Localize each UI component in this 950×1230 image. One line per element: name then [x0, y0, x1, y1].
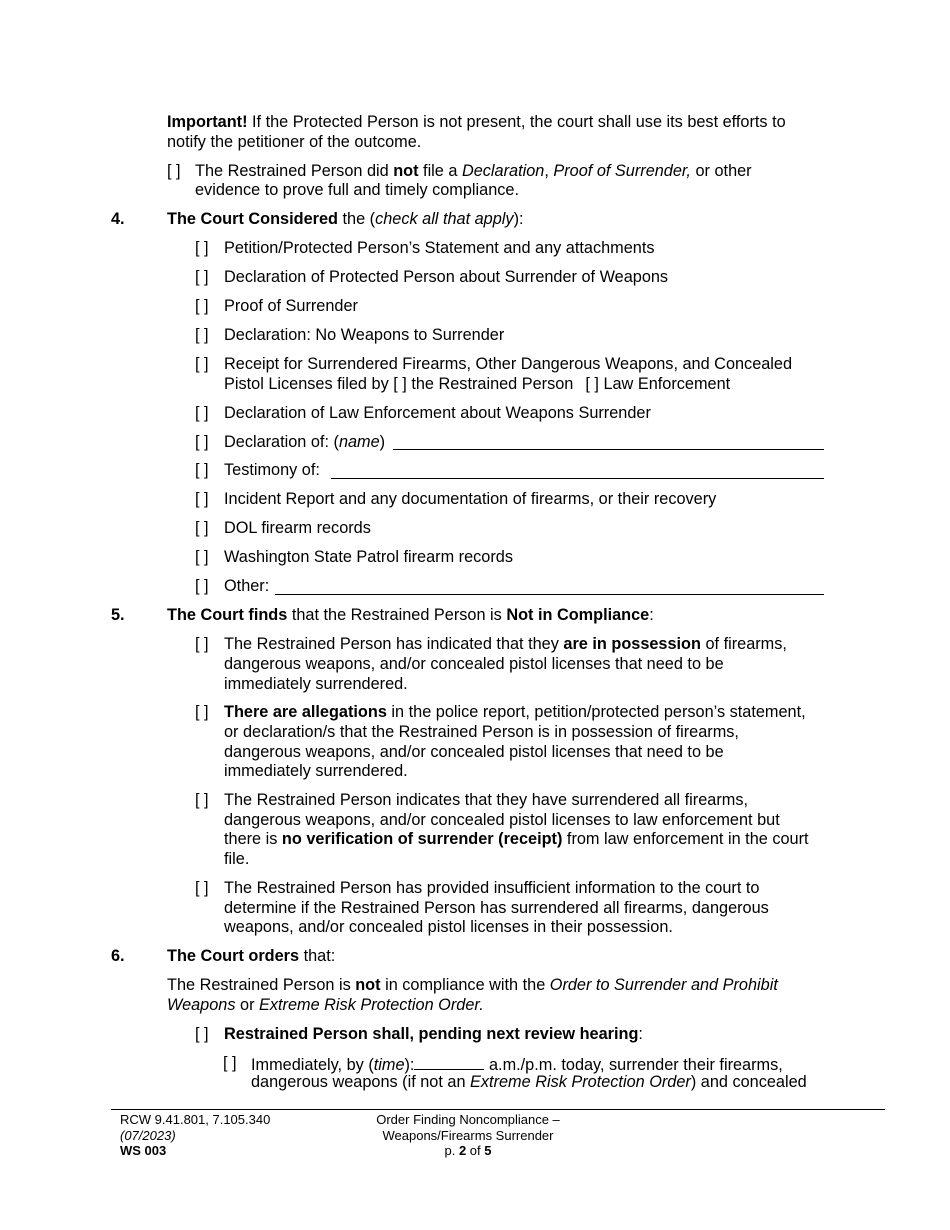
- declaration-of-name-field[interactable]: [393, 449, 824, 450]
- item-wsp-records: Washington State Patrol firearm records: [224, 548, 513, 566]
- not-in-compliance-line-2: Weapons or Extreme Risk Protection Order.: [167, 996, 484, 1014]
- insufficient-info-line-1: The Restrained Person has provided insufficient information to the court to: [224, 879, 760, 897]
- item-other: Other:: [224, 577, 270, 595]
- footer-rule: [111, 1109, 885, 1110]
- footer-title-1: Order Finding Noncompliance –: [376, 1112, 560, 1127]
- allegations-line-2: or declaration/s that the Restrained Person is in possession of firearms,: [224, 723, 739, 741]
- checkbox-filed-by-restrained[interactable]: [ ]: [393, 375, 407, 393]
- testimony-of-field[interactable]: [331, 478, 824, 479]
- footer-page-number: p. 2 of 5: [444, 1143, 492, 1158]
- checkbox-dol-records[interactable]: [ ]: [195, 519, 209, 537]
- checkbox-declaration-law-enforcement[interactable]: [ ]: [195, 404, 209, 422]
- no-verification-line-3: there is no verification of surrender (receipt) from law enforcement in the court: [224, 830, 809, 848]
- footer-rcw: RCW 9.41.801, 7.105.340: [120, 1112, 271, 1127]
- no-verification-line-4: file.: [224, 850, 250, 868]
- checkbox-allegations[interactable]: [ ]: [195, 703, 209, 721]
- item-proof-of-surrender: Proof of Surrender: [224, 297, 358, 315]
- footer-form-number: WS 003: [120, 1143, 167, 1158]
- in-possession-line-3: immediately surrendered.: [224, 675, 408, 693]
- item-declaration-of: Declaration of: (name): [224, 433, 386, 451]
- checkbox-receipt[interactable]: [ ]: [195, 355, 209, 373]
- section-5-heading: The Court finds that the Restrained Person is Not in Compliance:: [167, 606, 654, 624]
- section-6-number: 6.: [111, 947, 125, 965]
- important-notice-line-1: Important! If the Protected Person is not present, the court shall use its best efforts to: [167, 113, 786, 131]
- footer-date: (07/2023): [120, 1128, 176, 1143]
- not-in-compliance-line-1: The Restrained Person is not in compliance with the Order to Surrender and Prohibit: [167, 976, 778, 994]
- allegations-line-1: There are allegations in the police report, petition/protected person’s statement,: [224, 703, 806, 721]
- insufficient-info-line-2: determine if the Restrained Person has surrendered all firearms, dangerous: [224, 899, 769, 917]
- item-no-weapons: Declaration: No Weapons to Surrender: [224, 326, 505, 344]
- important-notice-line-2: notify the petitioner of the outcome.: [167, 133, 422, 151]
- important-label: Important!: [167, 113, 248, 131]
- item-incident-report: Incident Report and any documentation of firearms, or their recovery: [224, 490, 717, 508]
- did-not-file-line-2: evidence to prove full and timely compliance.: [195, 181, 519, 199]
- immediately-line-1: Immediately, by (time): a.m./p.m. today, surrender their firearms,: [251, 1056, 783, 1074]
- section-4-number: 4.: [111, 210, 125, 228]
- item-petition: Petition/Protected Person’s Statement and any attachments: [224, 239, 655, 257]
- checkbox-wsp-records[interactable]: [ ]: [195, 548, 209, 566]
- footer-title-2: Weapons/Firearms Surrender: [382, 1128, 554, 1143]
- item-receipt-line-2: Pistol Licenses filed by [ ] the Restrained Person [ ] Law Enforcement: [224, 375, 731, 393]
- checkbox-in-possession[interactable]: [ ]: [195, 635, 209, 653]
- insufficient-info-line-3: weapons, and/or concealed pistol licenses in their possession.: [224, 918, 673, 936]
- no-verification-line-1: The Restrained Person indicates that they have surrendered all firearms,: [224, 791, 748, 809]
- checkbox-incident-report[interactable]: [ ]: [195, 490, 209, 508]
- immediately-line-2: dangerous weapons (if not an Extreme Risk Protection Order) and concealed: [251, 1073, 807, 1091]
- checkbox-testimony[interactable]: [ ]: [195, 461, 209, 479]
- other-field[interactable]: [275, 594, 824, 595]
- item-dol-records: DOL firearm records: [224, 519, 371, 537]
- in-possession-line-1: The Restrained Person has indicated that they are in possession of firearms,: [224, 635, 787, 653]
- item-receipt-line-1: Receipt for Surrendered Firearms, Other Dangerous Weapons, and Concealed: [224, 355, 793, 373]
- section-4-heading: The Court Considered the (check all that apply):: [167, 210, 524, 228]
- checkbox-declaration-protected[interactable]: [ ]: [195, 268, 209, 286]
- allegations-line-3: dangerous weapons, and/or concealed pistol licenses that need to be: [224, 743, 724, 761]
- did-not-file-checkbox[interactable]: [ ]: [167, 162, 181, 180]
- checkbox-declaration-of[interactable]: [ ]: [195, 433, 209, 451]
- checkbox-insufficient-info[interactable]: [ ]: [195, 879, 209, 897]
- did-not-file-line-1: The Restrained Person did not file a Declaration, Proof of Surrender, or other: [195, 162, 752, 180]
- checkbox-filed-by-law-enforcement[interactable]: [ ]: [585, 375, 599, 393]
- checkbox-petition[interactable]: [ ]: [195, 239, 209, 257]
- checkbox-no-verification[interactable]: [ ]: [195, 791, 209, 809]
- checkbox-immediately[interactable]: [ ]: [223, 1054, 237, 1072]
- checkbox-no-weapons[interactable]: [ ]: [195, 326, 209, 344]
- section-5-number: 5.: [111, 606, 125, 624]
- allegations-line-4: immediately surrendered.: [224, 762, 408, 780]
- item-declaration-law-enforcement: Declaration of Law Enforcement about Weapons Surrender: [224, 404, 651, 422]
- checkbox-other[interactable]: [ ]: [195, 577, 209, 595]
- item-testimony: Testimony of:: [224, 461, 320, 479]
- time-field[interactable]: [414, 1054, 484, 1070]
- checkbox-proof-of-surrender[interactable]: [ ]: [195, 297, 209, 315]
- item-declaration-protected: Declaration of Protected Person about Surrender of Weapons: [224, 268, 669, 286]
- in-possession-line-2: dangerous weapons, and/or concealed pistol licenses that need to be: [224, 655, 724, 673]
- no-verification-line-2: dangerous weapons, and/or concealed pistol licenses to law enforcement but: [224, 811, 780, 829]
- section-6-heading: The Court orders that:: [167, 947, 336, 965]
- pending-review-heading: Restrained Person shall, pending next review hearing:: [224, 1025, 643, 1043]
- checkbox-pending-review[interactable]: [ ]: [195, 1025, 209, 1043]
